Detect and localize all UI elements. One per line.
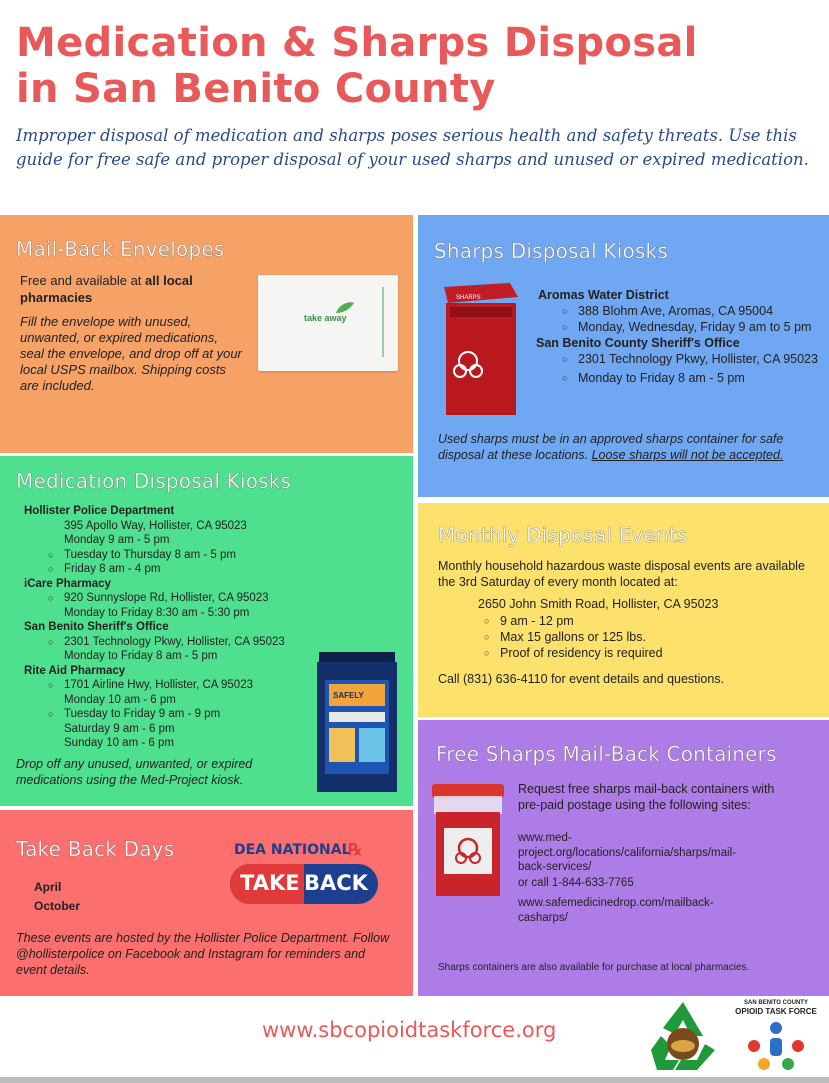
svg-text:SHARPS: SHARPS <box>456 295 481 301</box>
medication-location-name: iCare Pharmacy <box>24 577 111 590</box>
task-force-name: OPIOID TASK FORCE <box>735 1007 817 1016</box>
title-line-1: Medication & Sharps Disposal <box>16 20 698 66</box>
take-back-months <box>34 878 80 916</box>
people-circle-icon <box>744 1018 808 1074</box>
sharps-location-detail: ○ Monday, Wednesday, Friday 9 am to 5 pm <box>558 319 823 335</box>
medication-location-detail: ○ 1701 Airline Hwy, Hollister, CA 95023 <box>44 678 324 693</box>
dea-logo-title: DEA NATIONAL <box>234 842 351 858</box>
monthly-events-address: 2650 John Smith Road, Hollister, CA 95023 <box>478 597 719 611</box>
medication-location-name: San Benito Sheriff's Office <box>24 621 169 633</box>
envelope-image <box>258 275 398 371</box>
monthly-event-item: ○ 9 am - 12 pm <box>480 613 780 629</box>
intro-text: Improper disposal of medication and sharps poses serious health and safety threats. Use this guide for free safe and proper disposal of your used sharps and unused or expired medication. <box>16 126 809 169</box>
monthly-events-panel <box>418 503 829 717</box>
monthly-event-item: ○ Proof of residency is required <box>480 645 780 661</box>
take-back-heading: Take Back Days <box>16 837 175 861</box>
logo-take: TAKE <box>240 871 300 895</box>
svg-text:SAFELY: SAFELY <box>333 691 364 700</box>
sharps-kiosk-image <box>438 279 520 421</box>
sharps-location-detail: ○ 388 Blohm Ave, Aromas, CA 95004 <box>558 303 823 319</box>
medication-location-detail: Saturday 9 am - 6 pm <box>64 722 175 735</box>
free-sharps-link-med-project[interactable]: www.med-project.org/locations/california/sharps/mail-back-services/ <box>518 832 736 873</box>
medication-location-name: Rite Aid Pharmacy <box>24 664 126 677</box>
mail-back-instructions: Fill the envelope with unused, unwanted, or expired medications, seal the envelope, and drop off at your local USPS mailbox. Shipping costs are included. <box>20 314 242 393</box>
medication-location-detail: ○ Tuesday to Thursday 8 am - 5 pm <box>44 548 324 563</box>
rx-icon: ℞ <box>348 842 363 859</box>
free-sharps-link-safemedicinedrop[interactable]: www.safemedicinedrop.com/mailback-casharps/ <box>518 897 714 924</box>
footer-website-link[interactable]: www.sbcopioidtaskforce.org <box>262 1018 557 1042</box>
medication-locations <box>24 504 324 751</box>
free-sharps-panel <box>418 720 829 996</box>
leaf-icon <box>334 301 356 315</box>
logo-back: BACK <box>304 871 368 895</box>
sharps-location-name: Aromas Water District <box>538 288 669 302</box>
monthly-events-details <box>480 613 780 661</box>
monthly-event-item: ○ Max 15 gallons or 125 lbs. <box>480 629 780 645</box>
medication-location-detail: ○ Tuesday to Friday 9 am - 9 pm <box>44 707 324 722</box>
envelope-brand: take away <box>304 313 347 323</box>
free-sharps-phone: or call 1-844-633-7765 <box>518 877 634 889</box>
medication-note: Drop off any unused, unwanted, or expired medications using the Med-Project kiosk. <box>16 757 253 787</box>
sharps-locations <box>538 287 823 386</box>
medication-kiosks-heading: Medication Disposal Kiosks <box>16 469 292 493</box>
free-sharps-note: Sharps containers are also available for purchase at local pharmacies. <box>438 962 750 973</box>
mail-back-panel <box>0 215 413 453</box>
take-back-note: These events are hosted by the Hollister Police Department. Follow @hollisterpolice on Facebook and Instagram for reminders and event details. <box>16 931 390 977</box>
medication-location-detail: Monday to Friday 8:30 am - 5:30 pm <box>64 606 250 619</box>
take-back-pill <box>230 864 378 904</box>
recycle-logo-icon <box>645 998 721 1074</box>
sharps-kiosks-panel <box>418 215 829 497</box>
medication-kiosks-panel <box>0 456 413 806</box>
sharps-location-detail: ○ Monday to Friday 8 am - 5 pm <box>558 370 823 386</box>
dea-take-back-logo <box>226 840 386 916</box>
sharps-location-detail: ○ 2301 Technology Pkwy, Hollister, CA 95023 <box>558 351 823 367</box>
mail-back-availability: Free and available at all local pharmacies <box>20 273 193 305</box>
sharps-kiosks-heading: Sharps Disposal Kiosks <box>434 239 668 263</box>
monthly-events-intro: Monthly household hazardous waste disposal events are available the 3rd Saturday of every month located at: <box>438 559 805 589</box>
take-back-month: October <box>34 899 81 913</box>
medication-location-detail: Monday to Friday 8 am - 5 pm <box>64 650 218 662</box>
medication-location-detail: ○ 920 Sunnyslope Rd, Hollister, CA 95023 <box>44 591 324 606</box>
title-line-2: in San Benito County <box>16 66 496 112</box>
medication-location-detail: ○ 2301 Technology Pkwy, Hollister, CA 95023 <box>44 635 324 650</box>
free-sharps-heading: Free Sharps Mail-Back Containers <box>436 742 777 766</box>
bottom-bar <box>0 1077 829 1083</box>
take-back-panel <box>0 810 413 996</box>
medication-location-detail: Monday 9 am - 5 pm <box>64 534 170 546</box>
medication-location-name: Hollister Police Department <box>24 505 175 517</box>
opioid-task-force-logo <box>730 1000 822 1074</box>
sharps-location-name: San Benito County Sheriff's Office <box>536 336 740 350</box>
mail-back-heading: Mail-Back Envelopes <box>16 237 225 261</box>
medication-location-detail: ○ Friday 8 am - 4 pm <box>44 562 324 577</box>
monthly-events-heading: Monthly Disposal Events <box>438 523 688 547</box>
envelope-stripe <box>382 287 384 357</box>
sharps-note: Used sharps must be in an approved sharps container for safe disposal at these locations. Loose sharps will not be accepted. <box>438 432 784 462</box>
page-title <box>16 20 816 112</box>
sharps-container-image <box>428 780 508 900</box>
medication-location-detail: 395 Apollo Way, Hollister, CA 95023 <box>64 519 247 532</box>
medication-location-detail: Sunday 10 am - 6 pm <box>64 737 174 749</box>
task-force-county: SAN BENITO COUNTY <box>744 1000 808 1006</box>
take-back-month: April <box>34 880 62 894</box>
free-sharps-intro: Request free sharps mail-back containers with pre-paid postage using the following sites: <box>518 782 775 812</box>
medication-location-detail: Monday 10 am - 6 pm <box>64 693 176 706</box>
med-project-kiosk-image <box>315 652 399 794</box>
monthly-events-call: Call (831) 636-4110 for event details and questions. <box>438 672 725 686</box>
